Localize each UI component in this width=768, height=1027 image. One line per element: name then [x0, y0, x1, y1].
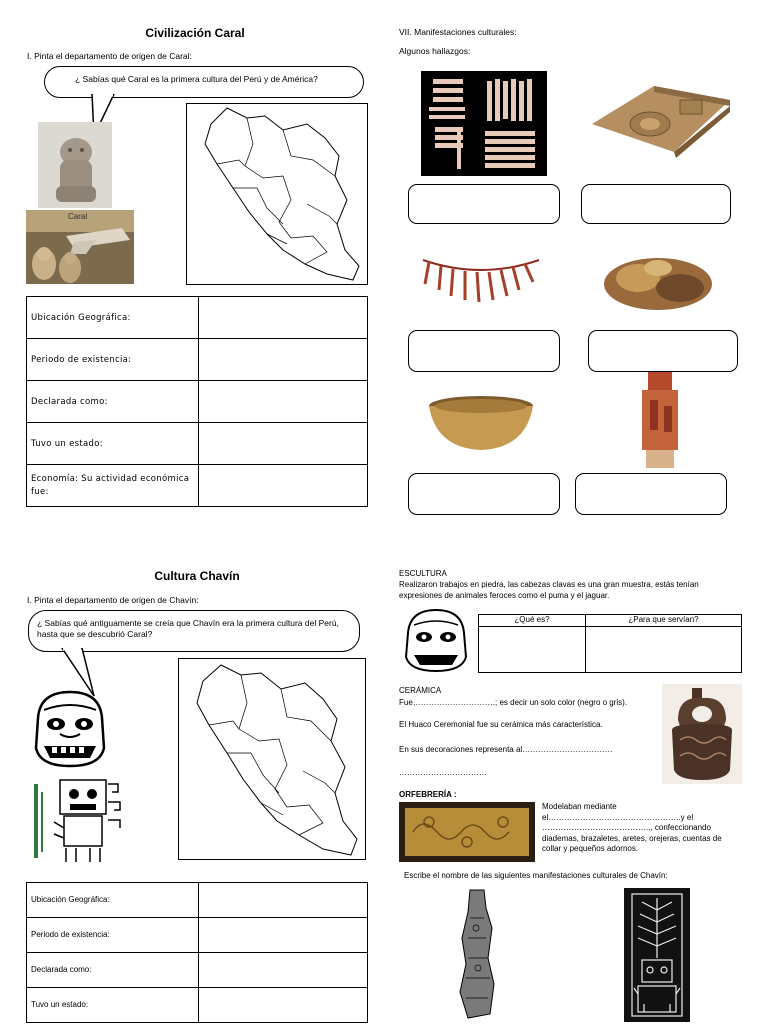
caral-peru-map: [186, 103, 368, 285]
cabeza-clava-drawing: [30, 688, 108, 768]
chavin-row-label: Declarada como:: [27, 953, 199, 988]
escultura-answer-cell[interactable]: [586, 626, 742, 672]
chavin-bubble-text: ¿ Sabías qué antiguamente se creía que Chavín era la primera cultura del Perú, hasta que se descubrió Caral?: [37, 618, 339, 639]
chavin-row-label: Periodo de existencia:: [27, 918, 199, 953]
escultura-head-drawing: [402, 607, 470, 673]
caral-answer-cell[interactable]: [199, 297, 368, 339]
escultura-answer-cell[interactable]: [479, 626, 586, 672]
caral-info-table: [26, 296, 368, 507]
city-model-image: [584, 66, 734, 160]
caral-instruction: I. Pinta el departamento de origen de Caral:: [27, 51, 192, 61]
hallazgo-answer-box[interactable]: [575, 473, 727, 515]
caral-row-label: Declarada como:: [27, 381, 199, 423]
feathers-image: [419, 250, 543, 306]
caral-statue-image: [38, 122, 112, 208]
textiles-image: [598, 244, 716, 316]
chavin-row-label: Ubicación Geográfica:: [27, 883, 199, 918]
caral-row-label: Tuvo un estado:: [27, 423, 199, 465]
chavin-title: Cultura Chavín: [154, 569, 240, 583]
basket-image: [426, 392, 536, 454]
huaco-ceremonial-image: [662, 684, 742, 784]
ceramica-line2: El Huaco Ceremonial fue su cerámica más característica.: [399, 720, 603, 729]
hallazgo-answer-box[interactable]: [581, 184, 731, 224]
caral-answer-cell[interactable]: [199, 423, 368, 465]
chavin-speech-bubble: [28, 610, 360, 652]
ceramica-line4: ……………………………: [399, 768, 487, 777]
lanzon-image: [456, 888, 498, 1020]
chavin-answer-cell[interactable]: [199, 883, 368, 918]
caral-answer-cell[interactable]: [199, 339, 368, 381]
manifest-subtitle: Algunos hallazgos:: [399, 46, 471, 56]
caral-bubble-text: ¿ Sabías qué Caral es la primera cultura del Perú y de América?: [75, 74, 318, 84]
caral-row-label: Periodo de existencia:: [27, 339, 199, 381]
caral-answer-cell[interactable]: [199, 465, 368, 507]
escultura-text: Realizaron trabajos en piedra, las cabezas clavas es una gran muestra, estás tenían expresiones de animales feroces como el puma y el jaguar.: [399, 580, 699, 600]
caral-title: Civilización Caral: [145, 26, 245, 40]
ceramica-line3: En sus decoraciones representa al…………………………….: [399, 745, 613, 754]
escultura-col-que-es: ¿Qué es?: [479, 615, 586, 627]
caral-site-image: [26, 210, 134, 284]
caral-row-label: Economía: Su actividad económica fue:: [27, 465, 199, 507]
chavin-answer-cell[interactable]: [199, 953, 368, 988]
orfebreria-heading: ORFEBRERÍA :: [399, 790, 457, 799]
flutes-image: [421, 71, 547, 176]
chavin-deity-drawing: [30, 772, 130, 864]
textile-figure-image: [636, 370, 684, 470]
chavin-peru-map: [178, 658, 366, 860]
chavin-info-table: [26, 882, 368, 1023]
gold-plaque-image: [399, 802, 535, 862]
escultura-col-para-que: ¿Para que servían?: [586, 615, 742, 627]
chavin-answer-cell[interactable]: [199, 918, 368, 953]
ceramica-line1: Fue………………………….; es decir un solo color (negro o gris).: [399, 698, 628, 707]
escultura-table: [478, 614, 742, 673]
hallazgo-answer-box[interactable]: [408, 473, 560, 515]
estela-raimondi-image: [624, 888, 690, 1022]
caral-answer-cell[interactable]: [199, 381, 368, 423]
chavin-row-label: Tuvo un estado:: [27, 988, 199, 1023]
caral-row-label: Ubicación Geográfica:: [27, 297, 199, 339]
hallazgo-answer-box[interactable]: [588, 330, 738, 372]
ceramica-heading: CERÁMICA: [399, 686, 442, 695]
hallazgo-answer-box[interactable]: [408, 184, 560, 224]
caral-map-label: Caral: [68, 212, 88, 221]
chavin-instruction: I. Pinta el departamento de origen de Chavín:: [27, 595, 199, 605]
escultura-heading: ESCULTURA: [399, 569, 447, 578]
chavin-answer-cell[interactable]: [199, 988, 368, 1023]
manifest-title: VII. Manifestaciones culturales:: [399, 27, 517, 37]
orfebreria-text: Modelaban mediante el…………………………………………..y el ………………………………….., confeccionando diademas, brazaletes, aretes, orejeras, cuentas de collar y pequeños adornos.: [542, 802, 722, 853]
escribe-instruction: Escribe el nombre de las siguientes manifestaciones culturales de Chavín:: [404, 871, 668, 880]
hallazgo-answer-box[interactable]: [408, 330, 560, 372]
